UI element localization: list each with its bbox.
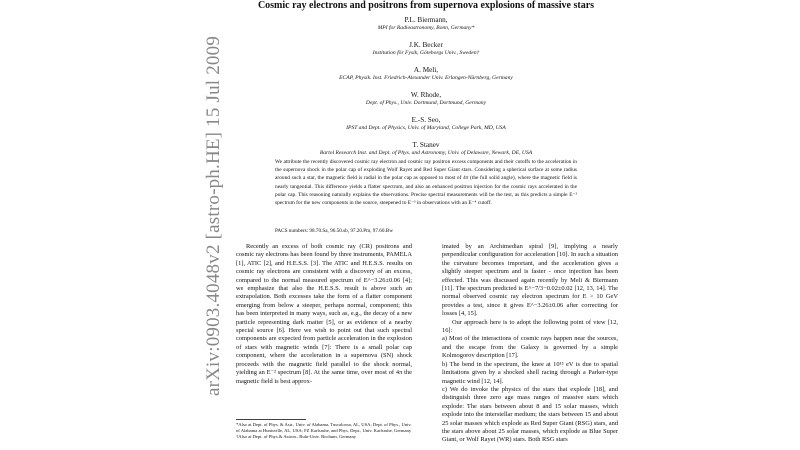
author-affiliation: ECAP, Physik. Inst. Friedrich-Alexander Univ. Erlangen-Nürnberg, Germany (339, 75, 513, 81)
author-name: P.L. Biermann, (404, 16, 448, 24)
footnotes (236, 422, 412, 441)
author-name: J.K. Becker (409, 41, 443, 49)
author-block (236, 141, 616, 157)
author-list (236, 16, 616, 166)
author-name: A. Meli, (413, 66, 439, 74)
paper-title: Cosmic ray electrons and positrons from supernova explosions of massive stars (257, 0, 595, 11)
author-affiliation: Bartol Research Inst. and Dept. of Phys. and Astronomy, Univ. of Delaware, Newark, DE, USA (319, 150, 533, 156)
body-paragraph: Recently an excess of both cosmic ray (CR) positrons and cosmic ray electrons has been found by three instruments, PAMELA [1], ATIC [2], and H.E.S.S. [3]. The ATIC and H.E.S.S. results on cosmic ray electrons are consistent with a discovery of an excess, compared to the normal measured spectrum of E^−3.26±0.06 [4]; we emphasize that also the H.E.S.S. result is above such an extrapolation. Both excesses take the form of a flatter component emerging from below a steeper, perhaps normal, component; this has been interpreted in many ways, such as, e.g., the decay of a new particle representing dark matter [5], or as evidence of a nearby special source [6]. Here we wish to point out that such spectral components are expected from particle acceleration in the explosion of stars with magnetic winds [7]: There is a small polar cap component, where the acceleration in a supernova (SN) shock proceeds with the magnetic field parallel to the shock normal, yielding an E⁻² spectrum [8]. At the same time, over most of 4π the magnetic field is best approx- (236, 243, 412, 385)
pacs-numbers: PACS numbers: 98.70.Sa, 96.50.sb, 97.20.Pm, 97.60.Bw (275, 228, 393, 234)
body-column-left (236, 243, 412, 386)
author-affiliation: Dept. of Phys., Univ. Dortmund, Dortmund, Germany (365, 100, 487, 106)
list-item: a) Most of the interactions of cosmic rays happen near the sources, and the escape from the Galaxy is governed by a simple Kolmogorov description [17]. (442, 335, 618, 360)
footnote: *Also at Dept. of Phys. & Astr., Univ. of Alabama, Tuscaloosa, AL, USA; Dept. of Phys., Univ. of Alabama at Huntsville, AL, USA; FZ Karlsruhe, and Phys. Dept., Univ. Karlsruhe, Germany (236, 422, 412, 434)
author-affiliation: MPI for Radioastronomy, Bonn, Germany* (377, 25, 475, 31)
list-item: b) The bend in the spectrum, the knee at 10¹⁵ eV is due to spatial limitations given by a shocked shell racing through a Parker-type magnetic wind [12, 14]. (442, 360, 618, 385)
footnote-rule (236, 419, 306, 420)
arxiv-stamp-text: arXiv:0903.4048v2 [astro-ph.HE] 15 Jul 2009 (203, 35, 224, 397)
author-block (236, 66, 616, 82)
body-paragraph: imated by an Archimedian spiral [9], implying a nearly perpendicular configuration for acceleration [10]. In such a situation the curvature becomes important, and the acceleration gives a slightly steeper spectrum and is faster - once injection has been effected. This was discussed again recently by Meli & Biermann [11]. The spectrum predicted is E^−7/3−0.02±0.02 [12, 13, 14]. The normal observed cosmic ray electron spectrum for E > 10 GeV provides a test, since it gives E^−3.26±0.06 after correcting for losses [4, 15]. (442, 243, 618, 318)
author-name: W. Rhode, (410, 91, 442, 99)
author-block (236, 16, 616, 32)
author-block (236, 91, 616, 107)
author-affiliation: IPST and Dept. of Physics, Univ. of Maryland, College Park, MD, USA (346, 125, 506, 131)
author-block (236, 41, 616, 57)
author-name: T. Stanev (412, 141, 440, 149)
list-item: c) We do invoke the physics of the stars that explode [18], and distinguish three zero age mass ranges of massive stars which explode: The stars between about 8 and 15 solar masses, which explode into the interstellar medium; the stars between 15 and about 25 solar masses which explode as Red Super Giant (RSG) stars, and the stars above about 25 solar masses, which explode as Blue Super Giant, or Wolf Rayet (WR) stars. Both RSG stars (442, 385, 618, 444)
author-name: E.-S. Seo, (411, 116, 441, 124)
author-block (236, 116, 616, 132)
body-paragraph: Our approach here is to adopt the following point of view [12, 16]: (442, 318, 618, 335)
footnote: †Also at Dept. of Phys.& Astron., Ruhr-Univ. Bochum, Germany (236, 434, 357, 440)
abstract: We attribute the recently discovered cosmic ray electron and cosmic ray positron excess components and their cutoffs to the acceleration in the supernova shock in the polar cap of exploding Wolf Rayet and Red Super Giant stars. Considering a spherical surface at some radius around such a star, the magnetic field is radial in the polar cap as opposed to most of 4π (the full solid angle), where the magnetic field is nearly tangential. This difference yields a flatter spectrum, and also an enhanced positron injection for the cosmic rays accelerated in the polar cap. This reasoning naturally explains the observations. Precise spectral measurements will be the test, as this predicts a simple E⁻³ spectrum for the new components in the source, steepened to E⁻³ in observations with an E⁻⁴ cutoff. (275, 159, 577, 207)
arxiv-stamp (196, 35, 232, 397)
author-affiliation: Institution för Fysik, Göteborgs Univ., Sweden† (372, 50, 480, 56)
body-column-right (442, 243, 618, 445)
